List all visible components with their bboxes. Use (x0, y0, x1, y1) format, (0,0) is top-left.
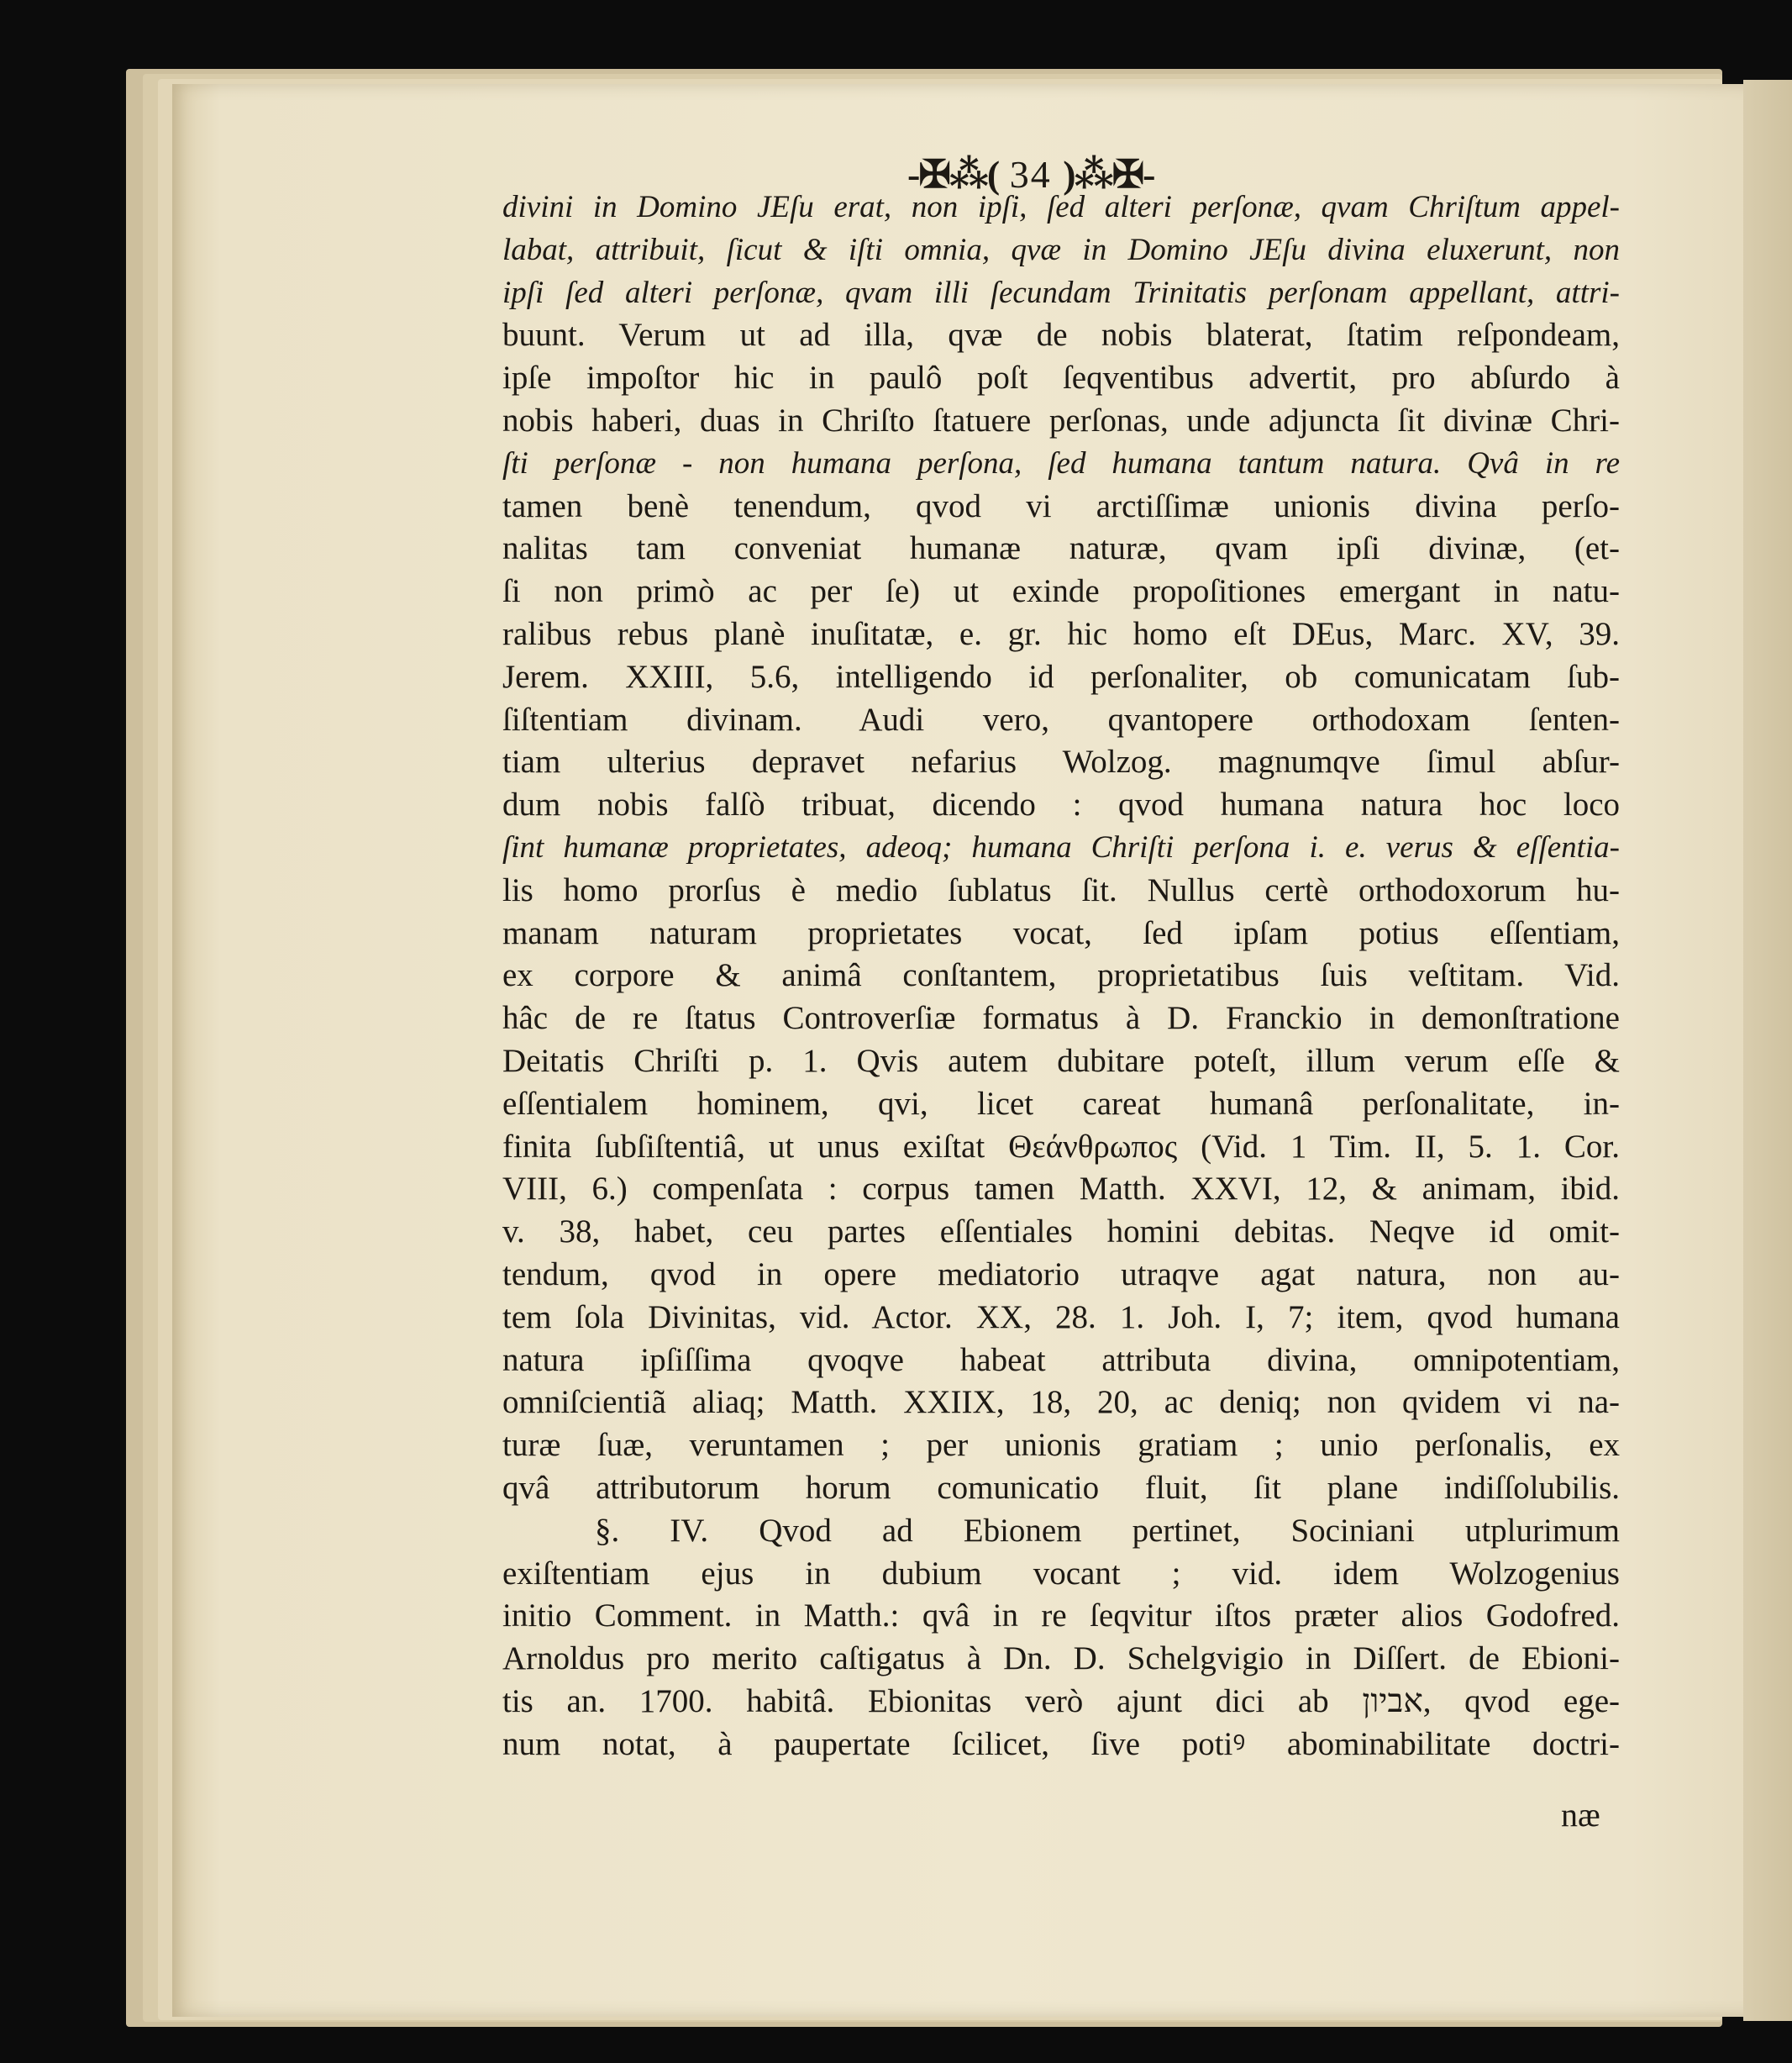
header-ornament-right: )⁂✠- (1063, 153, 1154, 196)
text-line: ſti perſonæ - non humana perſona, ſed humana tantum natura. Qvâ in re (502, 445, 1620, 481)
text-line: num notat, à paupertate ſcilicet, ſive potiꝰ abominabilitate doctri- (502, 1725, 1620, 1762)
text-line: tamen benè tenendum, qvod vi arctiſſimæ unionis divina perſo- (502, 487, 1620, 524)
header-ornament-left: -✠⁂( (907, 153, 999, 196)
text-line: Deitatis Chriſti p. 1. Qvis autem dubitare poteſt, illum verum eſſe & (502, 1042, 1620, 1079)
text-line: omniſcientiã aliaq; Matth. XXIIX, 18, 20, ac deniq; non qvidem vi na- (502, 1384, 1620, 1421)
text-line: ex corpore & animâ conſtantem, proprietatibus ſuis veſtitam. Vid. (502, 957, 1620, 994)
text-line: natura ipſiſſima qvoqve habeat attributa divina, omnipotentiam, (502, 1341, 1620, 1378)
body-text (502, 187, 1620, 1766)
text-line: eſſentialem hominem, qvi, licet careat humanâ perſonalitate, in- (502, 1085, 1620, 1122)
text-line: ralibus rebus planè inuſitatæ, e. gr. hic homo eſt DEus, Marc. XV, 39. (502, 615, 1620, 652)
text-line: ipſe impoſtor hic in paulô poſt ſeqventibus advertit, pro abſurdo à (502, 360, 1620, 397)
text-line: exiſtentiam ejus in dubium vocant ; vid. idem Wolzogenius (502, 1555, 1620, 1592)
text-line: hâc de re ſtatus Controverſiæ formatus à D. Franckio in demonſtratione (502, 1000, 1620, 1037)
text-line: tis an. 1700. habitâ. Ebionitas verò ajunt dici ab אביון, qvod ege- (502, 1682, 1620, 1719)
text-line: turæ ſuæ, veruntamen ; per unionis gratiam ; unio perſonalis, ex (502, 1427, 1620, 1464)
catchword: næ (1561, 1796, 1600, 1834)
facing-page-edge (1743, 80, 1792, 2021)
text-line: tem ſola Divinitas, vid. Actor. XX, 28. 1. Joh. I, 7; item, qvod humana (502, 1298, 1620, 1335)
text-line: Jerem. XXIII, 5.6, intelligendo id perſonaliter, ob comunicatam ſub- (502, 658, 1620, 695)
section-heading-line: §. IV. Qvod ad Ebionem pertinet, Sociniani utplurimum (595, 1512, 1620, 1549)
text-line: VIII, 6.) compenſata : corpus tamen Matth. XXVI, 12, & animam, ibid. (502, 1171, 1620, 1208)
text-line: divini in Domino JEſu erat, non ipſi, ſed alteri perſonæ, qvam Chriſtum appel- (502, 190, 1620, 224)
text-line: lis homo prorſus è medio ſublatus ſit. Nullus certè orthodoxorum hu- (502, 871, 1620, 908)
text-line: buunt. Verum ut ad illa, qvæ de nobis blaterat, ſtatim reſpondeam, (502, 317, 1620, 354)
text-line: qvâ attributorum horum comunicatio fluit, ſit plane indiſſolubilis. (502, 1469, 1620, 1506)
text-line: ſi non primò ac per ſe) ut exinde propoſitiones emergant in natu- (502, 573, 1620, 610)
text-line: labat, attribuit, ſicut & iſti omnia, qvæ in Domino JEſu divina eluxerunt, non (502, 232, 1620, 267)
text-line: ſiſtentiam divinam. Audi vero, qvantopere orthodoxam ſenten- (502, 701, 1620, 738)
page-number: 34 (1009, 153, 1052, 196)
text-line: nalitas tam conveniat humanæ naturæ, qvam ipſi divinæ, (et- (502, 530, 1620, 567)
text-line: v. 38, habet, ceu partes eſſentiales homini debitas. Neqve id omit- (502, 1213, 1620, 1250)
text-line: finita ſubſiſtentiâ, ut unus exiſtat Θεάνθρωπος (Vid. 1 Tim. II, 5. 1. Cor. (502, 1128, 1620, 1165)
text-line: manam naturam proprietates vocat, ſed ipſam potius eſſentiam, (502, 914, 1620, 951)
text-line: tiam ulterius depravet nefarius Wolzog. magnumqve ſimul abſur- (502, 744, 1620, 781)
text-line: tendum, qvod in opere mediatorio utraqve agat natura, non au- (502, 1255, 1620, 1292)
text-line: initio Comment. in Matth.: qvâ in re ſeqvitur iſtos præter alios Godofred. (502, 1597, 1620, 1634)
text-line: nobis haberi, duas in Chriſto ſtatuere perſonas, unde adjuncta ſit divinæ Chri- (502, 402, 1620, 439)
text-line: ipſi ſed alteri perſonæ, qvam illi ſecundam Trinitatis perſonam appellant, attri- (502, 275, 1620, 310)
text-line: dum nobis falſò tribuat, dicendo : qvod humana natura hoc loco (502, 787, 1620, 824)
text-line: ſint humanæ proprietates, adeoq; humana Chriſti perſona i. e. verus & eſſentia- (502, 829, 1620, 865)
text-line: Arnoldus pro merito caſtigatus à Dn. D. Schelgvigio in Diſſert. de Ebioni- (502, 1640, 1620, 1677)
